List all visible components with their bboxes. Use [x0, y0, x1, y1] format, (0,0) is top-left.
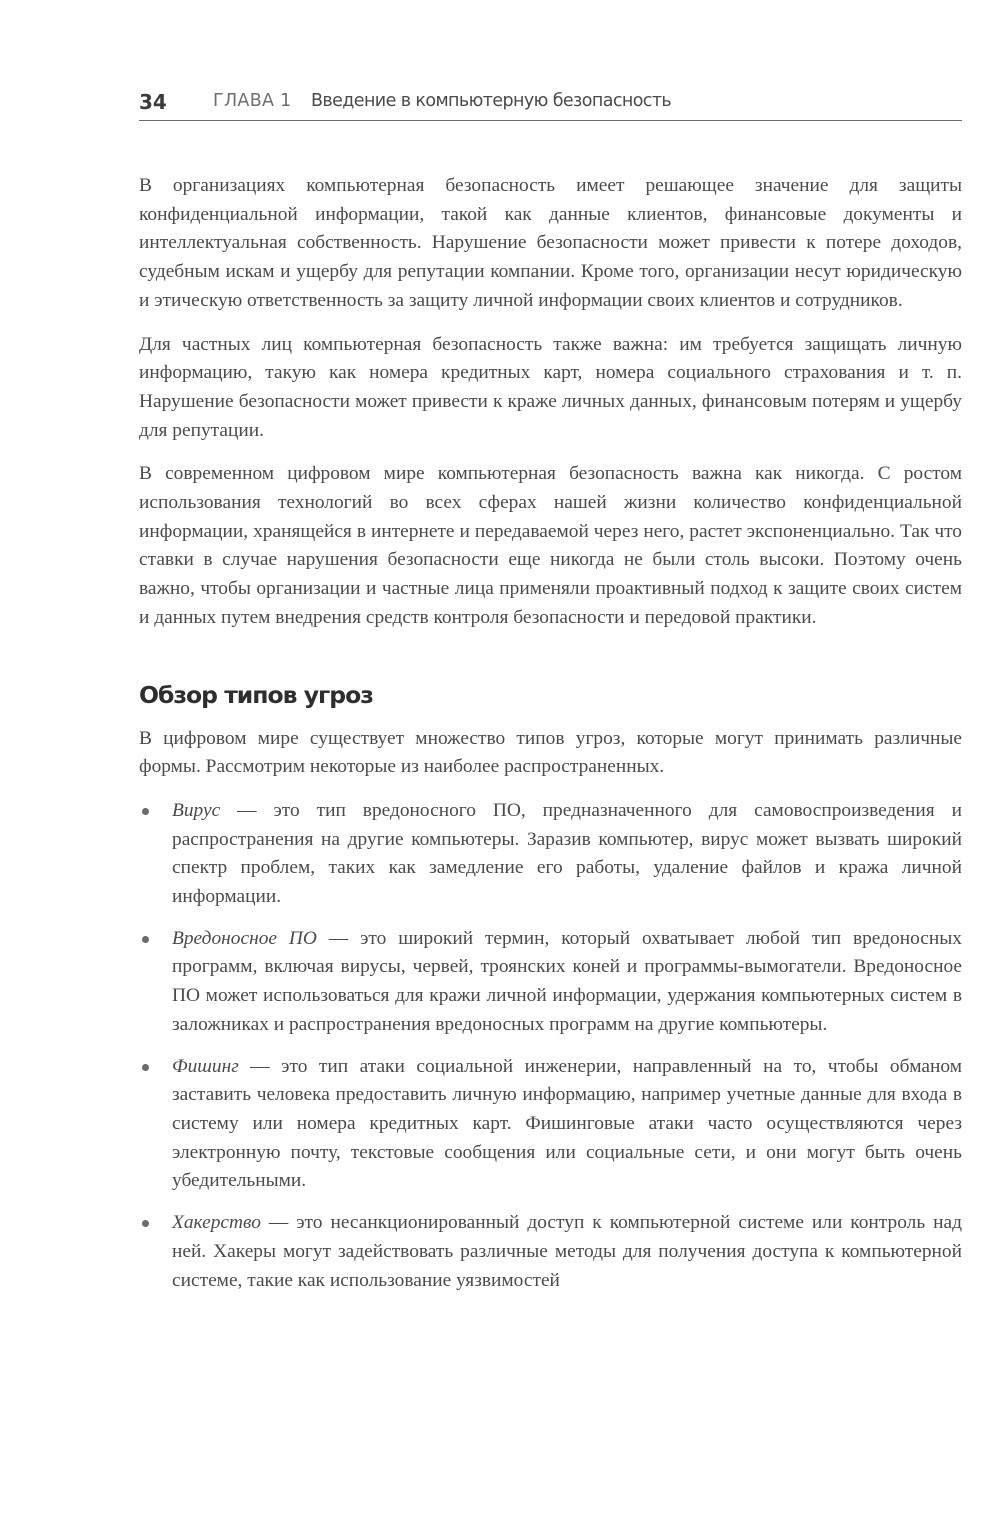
list-item [139, 797, 962, 912]
page-body [139, 172, 962, 1308]
bullet-icon [142, 808, 149, 815]
definition-virus: — это тип вредоносного ПО, предназначенного для самовоспроизведения и распространения на другие компьютеры. Заразив компьютер, вирус может вызвать широкий спектр проблем, таких как замедление его работы, удаление файлов и кража личной информации. [172, 799, 962, 908]
paragraph-organizations: В организациях компьютерная безопасность имеет решающее значение для защиты конфиденциальной информации, такой как данные клиентов, финансовые документы и интеллектуальная собственность. Нарушение безопасности может привести к потере доходов, судебным искам и ущербу для репутации компании. Кроме того, организации несут юридическую и этическую ответственность за защиту личной информации своих клиентов и сотрудников. [139, 175, 962, 311]
list-item [139, 925, 962, 1040]
paragraph-individuals: Для частных лиц компьютерная безопасность также важна: им требуется защищать личную информацию, такую как номера кредитных карт, номера социального страхования и т. п. Нарушение безопасности может привести к краже личных данных, финансовым потерям и ущербу для репутации. [139, 333, 962, 441]
paragraph-modern-world: В современном цифровом мире компьютерная безопасность важна как никогда. С ростом использования технологий во всех сферах нашей жизни количество конфиденциальной информации, хранящейся в интернете и передаваемой через него, растет экспоненциально. Так что ставки в случае нарушения безопасности еще никогда не были столь высоки. Поэтому очень важно, чтобы организации и частные лица применяли проактивный подход к защите своих систем и данных путем внедрения средств контроля безопасности и передовой практики. [139, 463, 962, 628]
term-phishing: Фишинг [172, 1055, 239, 1077]
term-malware: Вредоносное ПО [172, 927, 317, 949]
section-heading: Обзор типов угроз [139, 680, 373, 709]
bullet-icon [142, 1064, 149, 1071]
running-header [139, 84, 962, 121]
term-virus: Вирус [172, 799, 221, 821]
list-item [139, 1209, 962, 1295]
definition-phishing: — это тип атаки социальной инженерии, направленный на то, чтобы обманом заставить человека предоставить личную информацию, например учетные данные для входа в систему или номера кредитных карт. Фишинговые атаки часто осуществляются через электронную почту, текстовые сообщения или социальные сети, и они могут быть очень убедительными. [172, 1055, 962, 1192]
chapter-title: Введение в компьютерную безопасность [311, 91, 672, 111]
definition-hacking: — это несанкционированный доступ к компьютерной системе или контроль над ней. Хакеры могут задействовать различные методы для получения доступа к компьютерной системе, такие как использование уязвимостей [172, 1212, 962, 1291]
definition-malware: — это широкий термин, который охватывает любой тип вредоносных программ, включая вирусы, червей, троянских коней и программы-вымогатели. Вредоносное ПО может использоваться для кражи личной информации, удержания компьютерных систем в заложниках и распространения вредоносных программ на другие компьютеры. [172, 927, 962, 1035]
term-hacking: Хакерство [172, 1212, 261, 1234]
list-item [139, 1053, 962, 1197]
bullet-icon [142, 936, 149, 943]
chapter-label: ГЛАВА 1 [213, 91, 292, 111]
section-intro: В цифровом мире существует множество типов угроз, которые могут принимать различные формы. Рассмотрим некоторые из наиболее распространенных. [139, 727, 962, 778]
threat-list [139, 797, 962, 1295]
page-number: 34 [139, 90, 167, 114]
bullet-icon [142, 1220, 149, 1227]
